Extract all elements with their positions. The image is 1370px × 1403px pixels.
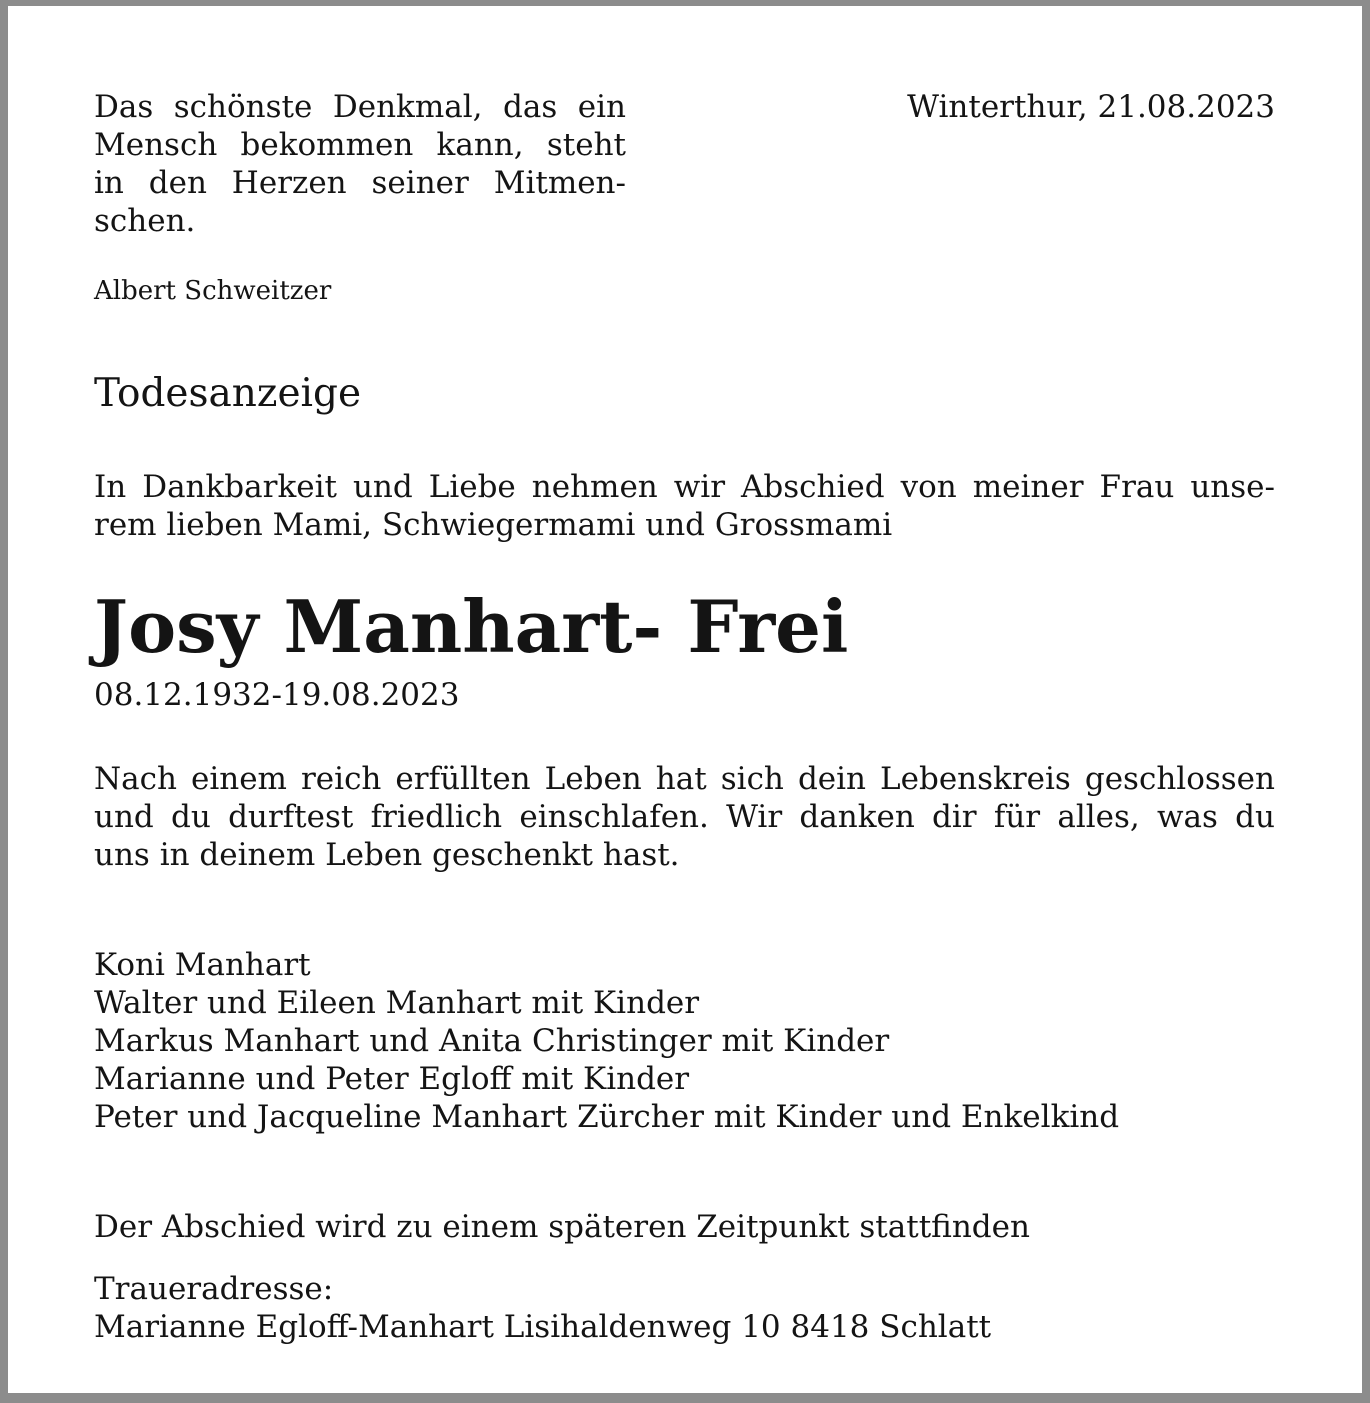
mourners-list (94, 946, 1119, 1136)
address-label: Traueradresse: (94, 1271, 334, 1307)
mourner-item: Peter und Jacqueline Manhart Zürcher mit Kinder und Enkelkind (94, 1099, 1120, 1135)
mourner-item: Walter und Eileen Manhart mit Kinder (94, 985, 700, 1021)
intro-text (94, 468, 1275, 544)
life-dates: 08.12.1932-19.08.2023 (94, 677, 460, 713)
mourner-item: Markus Manhart und Anita Christinger mit Kinder (94, 1023, 890, 1059)
mourner-item: Marianne und Peter Egloff mit Kinder (94, 1061, 690, 1097)
quote-line: schen. (94, 203, 196, 239)
intro-line: In Dankbarkeit und Liebe nehmen wir Abschied von meiner Frau unse- (94, 469, 1275, 505)
deceased-name: Josy Manhart- Frei (94, 584, 849, 669)
quote-line: in den Herzen seiner Mitmen- (94, 165, 626, 201)
mourning-address (94, 1270, 991, 1346)
farewell-message (94, 760, 1275, 874)
quote-line: Mensch bekommen kann, steht (94, 127, 626, 163)
message-line: und du durftest friedlich einschlafen. Wir danken dir für alles, was du (94, 799, 1275, 835)
ceremony-note: Der Abschied wird zu einem späteren Zeitpunkt stattfinden (94, 1209, 1030, 1245)
quote (94, 88, 626, 240)
quote-author: Albert Schweitzer (94, 276, 332, 306)
obituary-page (8, 6, 1362, 1393)
place-date: Winterthur, 21.08.2023 (907, 89, 1275, 125)
page-title: Todesanzeige (94, 371, 362, 416)
intro-line: rem lieben Mami, Schwiegermami und Grossmami (94, 507, 893, 543)
message-line: uns in deinem Leben geschenkt hast. (94, 837, 680, 873)
address-value: Marianne Egloff-Manhart Lisihaldenweg 10 8418 Schlatt (94, 1309, 992, 1345)
message-line: Nach einem reich erfüllten Leben hat sich dein Lebenskreis geschlossen (94, 761, 1275, 797)
quote-line: Das schönste Denkmal, das ein (94, 89, 626, 125)
mourner-item: Koni Manhart (94, 947, 311, 983)
